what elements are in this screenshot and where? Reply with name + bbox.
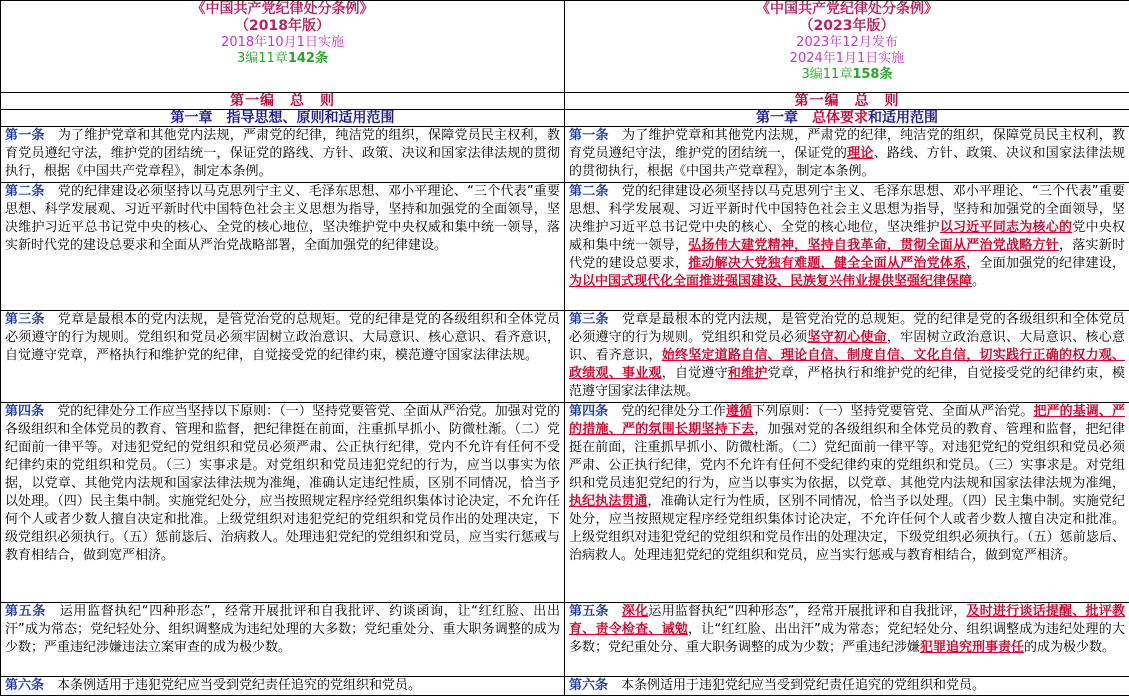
inserted-text: 弘扬伟大建党精神，坚持自我革命，贯彻全面从严治党战略方针 (688, 238, 1059, 253)
right-article-5 (565, 603, 1129, 677)
left-part-heading: 第一编 总 则 (1, 93, 565, 110)
right-article-2 (565, 183, 1129, 311)
inserted-text: 执纪执法贯通 (569, 494, 648, 509)
article-number: 第三条 (5, 312, 45, 327)
article-number: 第一条 (5, 128, 45, 143)
article-number: 第一条 (569, 128, 609, 143)
article-text (5, 403, 560, 565)
article-number: 第六条 (569, 678, 608, 693)
left-chapter-heading: 第一章 指导思想、原则和适用范围 (1, 110, 565, 127)
article-segment: 党中央权威和集中统一领导， (569, 220, 1125, 253)
article-number: 第三条 (569, 312, 609, 327)
right-title: 《中国共产党纪律处分条例》 (569, 1, 1125, 18)
article-segment: 党章，严格执行和维护党的纪律，自觉接受党的纪律约束，模范遵守国家法律法规。 (569, 366, 1125, 399)
article-segment: ，让“红红脸、出出汗”成为常态；党纪轻处分、组织调整成为违纪处理的大多数；党纪重处分、重大职务调整的成为少数；严重违纪涉嫌 (569, 622, 1125, 655)
inserted-text: 和维护 (728, 366, 768, 381)
article-text (5, 311, 560, 365)
article-segment: 党章是最根本的党内法规，是管党治党的总规矩。党的纪律是党的各级组织和全体党员必须遵守的行为规则。党组织和党员必须牢固树立政治意识、大局意识、核心意识、看齐意识，自觉遵守党章，严格执行和维护党的纪律，自觉接受党的纪律约束，模范遵守国家法律法规。 (5, 312, 560, 363)
inserted-text: 以习近平同志为核心的 (940, 220, 1072, 235)
left-article-2 (1, 183, 565, 311)
article-segment: ，准确认定行为性质，区别不同情况，恰当予以处理。（四）民主集中制。实施党纪处分，应当按照规定程序经党组织集体讨论决定，不允许任何个人或者少数人擅自决定和批准。上级党组织对违犯党纪的党组织和党员作出的处理决定，下级党组织必须执行。（五）惩前毖后、治病救人。处理违犯党纪的党组织和党员，应当实行惩戒与教育相结合，做到宽严相济。 (569, 494, 1125, 563)
inserted-text: 及时进行谈话提醒、批评教育、责令检查、诫勉 (569, 604, 1125, 637)
inserted-text: 始终坚定道路自信、理论自信、制度自信、文化自信，切实践行正确的权力观、政绩观、事业观 (569, 348, 1125, 381)
right-article-1 (565, 127, 1129, 183)
article-segment: 党的纪律建设必须坚持以马克思列宁主义、毛泽东思想、邓小平理论、“三个代表”重要思想、科学发展观、习近平新时代中国特色社会主义思想为指导，坚持和加强党的全面领导，坚决维护习近平总书记党中央的核心、全党的核心地位，坚决维护党中央权威和集中统一领导，落实新时代党的建设总要求和全面从严治党战略部署，全面加强党的纪律建设。 (5, 184, 560, 253)
inserted-text: 为以中国式现代化全面推进强国建设、民族复兴伟业提供坚强纪律保障 (569, 274, 972, 289)
article-text (569, 127, 1125, 181)
inserted-text: 坚守初心使命 (807, 330, 886, 345)
right-article-6 (565, 677, 1129, 696)
left-article-6 (1, 677, 565, 696)
article-segment: ，牢固树立政治意识、大局意识、核心意识、看齐意识， (569, 330, 1125, 363)
article-segment: 运用监督执纪“四种形态”，经常开展批评和自我批评， (648, 604, 966, 619)
article-segment: 本条例适用于违犯党纪应当受到党纪责任追究的党组织和党员。 (44, 678, 421, 693)
article-segment (609, 604, 622, 619)
article-number: 第四条 (569, 404, 608, 419)
left-article-5 (1, 603, 565, 677)
article-number: 第四条 (5, 404, 44, 419)
article-segment: ，自觉遵守 (662, 366, 728, 381)
article-segment: ，落实新时代党的建设总要求， (569, 238, 1125, 271)
article-text (5, 183, 560, 255)
article-text (569, 603, 1125, 657)
article-segment: 运用监督执纪“四种形态”，经常开展批评和自我批评、约谈函询，让“红红脸、出出汗”成为常态；党纪轻处分、组织调整成为违纪处理的大多数；党纪重处分、重大职务调整的成为少数；严重违纪涉嫌违法立案审查的成为极少数。 (5, 604, 560, 655)
right-edition: （2023年版） (569, 18, 1125, 35)
inserted-text: 把严的基调、严的措施、严的氛围长期坚持下去 (569, 404, 1125, 437)
article-text (569, 311, 1125, 401)
right-chapter-heading: 第一章 总体要求和适用范围 (565, 110, 1129, 127)
left-edition: （2018年版） (5, 18, 560, 35)
left-header (1, 1, 565, 93)
article-text (569, 183, 1125, 291)
article-number: 第五条 (569, 604, 609, 619)
article-segment: ，加强对党的各级组织和全体党员的教育、管理和监督，把纪律挺在前面，注重抓早抓小、防微杜渐。（二）党纪面前一律平等。对违犯党纪的党组织和党员必须严肃、公正执行纪律，党内不允许有任何不受纪律约束的党组织和党员。（三）实事求是。对党组织和党员违犯党纪的行为，应当以事实为依据，以党章、其他党内法规和国家法律法规为准绳， (569, 422, 1125, 491)
article-segment: 为了维护党章和其他党内法规，严肃党的纪律，纯洁党的组织，保障党员民主权利，教育党员遵纪守法，维护党的团结统一，保证党的路线、方针、政策、决议和国家法律法规的贯彻执行，根据《中国共产党章程》，制定本条例。 (5, 128, 560, 179)
article-segment: 为了维护党章和其他党内法规，严肃党的纪律，纯洁党的组织，保障党员民主权利，教育党员遵纪守法，维护党的团结统一，保证党的 (569, 128, 1125, 161)
right-article-3 (565, 311, 1129, 403)
article-segment: 。 (972, 274, 985, 289)
right-article-4 (565, 403, 1129, 603)
article-segment: 下列原则：（一）坚持党要管党、全面从严治党。 (752, 404, 1033, 419)
article-segment: 党章是最根本的党内法规，是管党治党的总规矩。党的纪律是党的各级组织和全体党员必须遵守的行为规则。党组织和党员必须 (569, 312, 1125, 345)
article-text (569, 677, 1125, 695)
article-segment: 党的纪律建设必须坚持以马克思列宁主义、毛泽东思想、邓小平理论、“三个代表”重要思想、科学发展观、习近平新时代中国特色社会主义思想为指导，坚持和加强党的全面领导，坚决维护习近平总书记党中央的核心、全党的核心地位，坚决维护 (569, 184, 1125, 235)
article-text (5, 677, 560, 695)
article-segment: ，全面加强党的纪律建设， (966, 256, 1125, 271)
right-published: 2023年12月发布 (569, 35, 1125, 51)
article-segment: 的成为极少数。 (1024, 640, 1115, 655)
article-number: 第五条 (5, 604, 46, 619)
left-article-4 (1, 403, 565, 603)
right-count: 3编11章158条 (569, 67, 1125, 83)
inserted-text: 犯罪追究刑事责任 (920, 640, 1024, 655)
article-text (569, 403, 1125, 565)
inserted-text: 推动解决大党独有难题，健全全面从严治党体系 (688, 256, 966, 271)
article-number: 第六条 (5, 678, 44, 693)
inserted-text: 遵循 (726, 404, 752, 419)
article-number: 第二条 (5, 184, 45, 199)
article-text (5, 127, 560, 181)
left-article-1 (1, 127, 565, 183)
article-number: 第二条 (569, 184, 609, 199)
inserted-text: 理论 (847, 146, 874, 161)
right-implemented: 2024年1月1日实施 (569, 51, 1125, 67)
article-segment: 党的纪律处分工作应当坚持以下原则：（一）坚持党要管党、全面从严治党。加强对党的各级组织和全体党员的教育、管理和监督，把纪律挺在前面，注重抓早抓小、防微杜渐。（二）党纪面前一律平等。对违犯党纪的党组织和党员必须严肃、公正执行纪律，党内不允许有任何不受纪律约束的党组织和党员。（三）实事求是。对党组织和党员违犯党纪的行为，应当以事实为依据，以党章、其他党内法规和国家法律法规为准绳，准确认定违纪性质，区别不同情况，恰当予以处理。（四）民主集中制。实施党纪处分，应当按照规定程序经党组织集体讨论决定，不允许任何个人或者少数人擅自决定和批准。上级党组织对违犯党纪的党组织和党员作出的处理决定，下级党组织必须执行。（五）惩前毖后、治病救人。处理违犯党纪的党组织和党员，应当实行惩戒与教育相结合，做到宽严相济。 (5, 404, 560, 563)
right-part-heading: 第一编 总 则 (565, 93, 1129, 110)
left-title: 《中国共产党纪律处分条例》 (5, 1, 560, 18)
left-count: 3编11章142条 (5, 51, 560, 67)
left-article-3 (1, 311, 565, 403)
right-header (565, 1, 1129, 93)
article-segment: 、路线、方针、政策、决议和国家法律法规的贯彻执行，根据《中国共产党章程》，制定本条例。 (569, 146, 1125, 179)
article-segment: 本条例适用于违犯党纪应当受到党纪责任追究的党组织和党员。 (608, 678, 985, 693)
left-implemented: 2018年10月1日实施 (5, 35, 560, 51)
inserted-text: 深化 (622, 604, 648, 619)
article-segment: 党的纪律处分工作 (608, 404, 726, 419)
article-text (5, 603, 560, 657)
